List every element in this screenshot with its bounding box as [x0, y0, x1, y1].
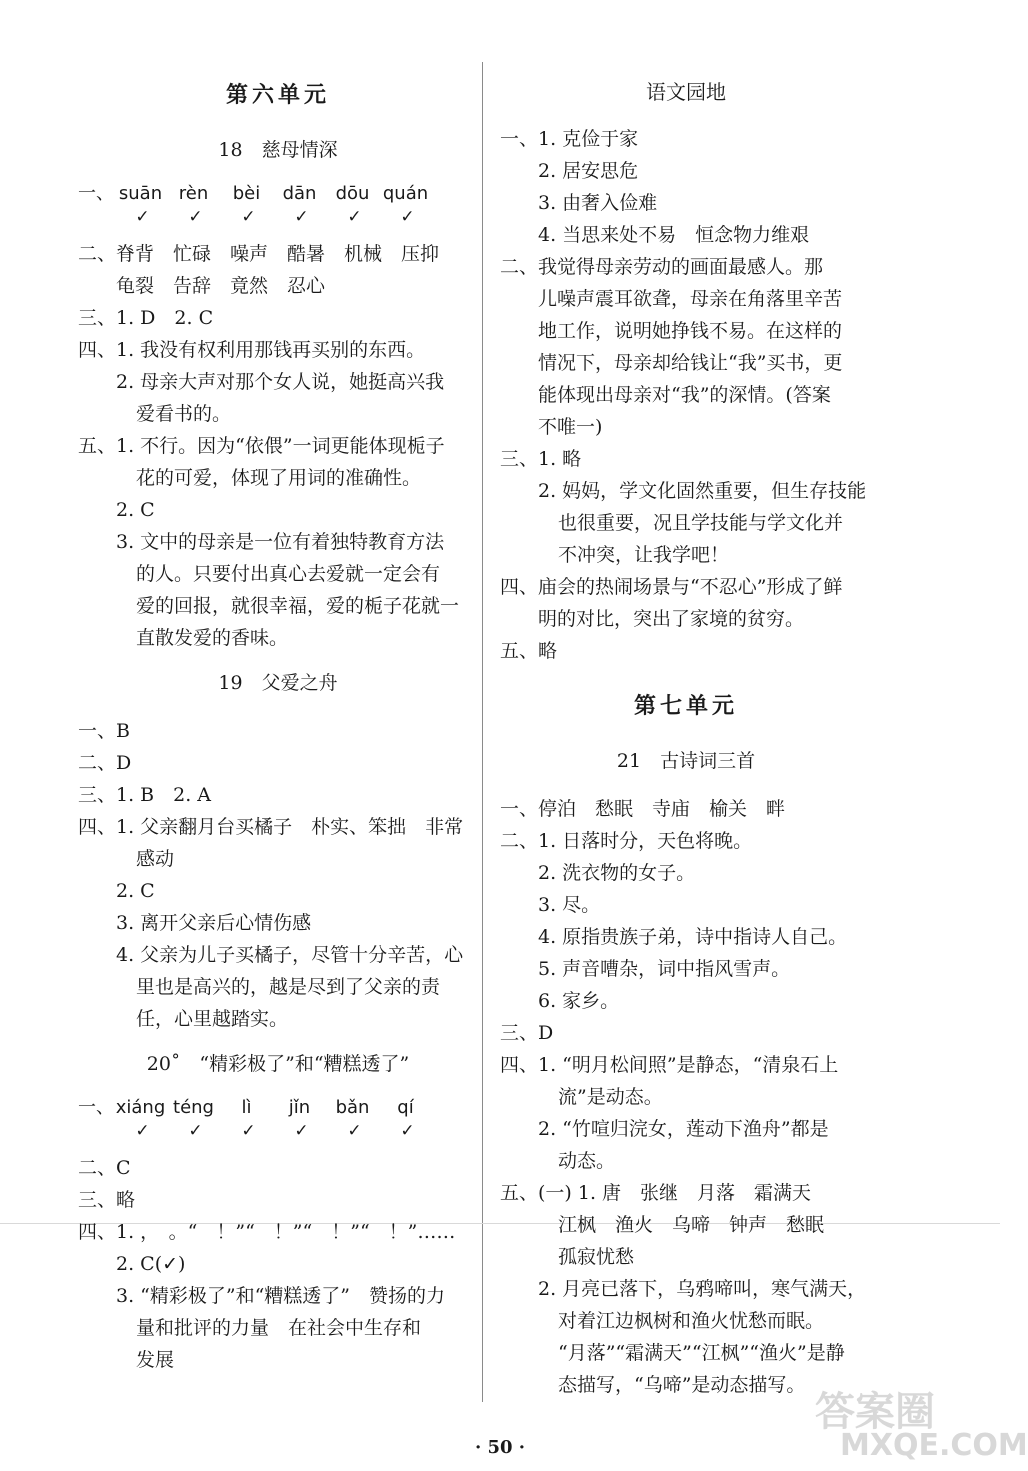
answer-line: 6. 家乡。	[538, 990, 620, 1012]
answer-line: 2. 月亮已落下，乌鸦啼叫，寒气满天，	[538, 1278, 867, 1300]
answer-line: 不冲突，让我学吧！	[558, 544, 730, 566]
answer-line: 龟裂 告辞 竟然 忍心	[116, 275, 326, 297]
answer-line: 江枫 渔火 乌啼 钟声 愁眠	[558, 1214, 825, 1236]
pinyin-item: lì	[241, 1097, 252, 1118]
check-mark: ✓	[241, 1121, 256, 1141]
check-mark: ✓	[135, 1121, 150, 1141]
answer-line: 四、1. ， 。“ ！”“ ！”“ ！”“ ！”……	[78, 1221, 456, 1243]
left-column	[78, 60, 478, 1376]
answer-line: 态描写，“乌啼”是动态描写。	[558, 1374, 806, 1396]
answer-line: 2. C	[116, 499, 155, 521]
check-mark: ✓	[188, 207, 203, 227]
question-label: 一、	[78, 183, 114, 204]
answer-line: 三、1. 略	[500, 448, 582, 470]
watermark-url: MXQE.COM	[840, 1428, 1028, 1463]
pinyin-item: quán	[382, 183, 429, 204]
pinyin-item: qí	[397, 1097, 414, 1118]
check-mark: ✓	[294, 207, 309, 227]
answer-line: 四、1. 父亲翻月台买橘子 朴实、笨拙 非常	[78, 816, 464, 838]
answer-line: 3. 文中的母亲是一位有着独特教育方法	[116, 531, 445, 553]
answer-line: 2. C(✓)	[116, 1253, 186, 1275]
question-label: 一、	[78, 1097, 114, 1118]
answer-line: 三、D	[500, 1022, 554, 1044]
answer-line: 花的可爱，体现了用词的准确性。	[136, 467, 422, 489]
check-mark: ✓	[135, 207, 150, 227]
answer-line: 爱看书的。	[136, 403, 232, 425]
pinyin-item: bèi	[232, 183, 261, 204]
answer-line: 直散发爱的香味。	[136, 627, 289, 649]
answer-line: 一、停泊 愁眠 寺庙 榆关 畔	[500, 798, 786, 820]
answer-line: 4. 父亲为儿子买橘子，尽管十分辛苦，心	[116, 944, 464, 966]
answer-line: 二、C	[78, 1157, 131, 1179]
answer-line: 4. 原指贵族子弟，诗中指诗人自己。	[538, 926, 848, 948]
check-mark: ✓	[188, 1121, 203, 1141]
answer-line: 里也是高兴的，越是尽到了父亲的责	[136, 976, 441, 998]
pinyin-item: jǐn	[288, 1097, 311, 1118]
pinyin-item: dōu	[335, 183, 370, 204]
lesson-21-title: 21 古诗词三首	[616, 750, 756, 772]
answer-line: 任，心里越踏实。	[136, 1008, 289, 1030]
answer-line: 4. 当思来处不易 恒念物力维艰	[538, 224, 810, 246]
answer-line: 五、(一) 1. 唐 张继 月落 霜满天	[500, 1182, 812, 1204]
answer-line: 2. “竹喧归浣女，莲动下渔舟”都是	[538, 1118, 829, 1140]
check-mark: ✓	[347, 1121, 362, 1141]
answer-line: 二、1. 日落时分，天色将晚。	[500, 830, 753, 852]
unit-seven-title: 第七单元	[633, 693, 738, 719]
answer-line: 三、1. B 2. A	[78, 784, 212, 806]
unit-six-title: 第六单元	[225, 82, 330, 108]
answer-line: 不唯一)	[538, 416, 603, 438]
check-mark: ✓	[294, 1121, 309, 1141]
answer-line: 3. 由奢入俭难	[538, 192, 658, 214]
pinyin-item: téng	[173, 1097, 214, 1118]
pinyin-item: dān	[282, 183, 317, 204]
answer-line: 孤寂忧愁	[558, 1246, 635, 1268]
answer-line: 五、略	[500, 640, 558, 662]
answer-line: 2. 母亲大声对那个女人说，她挺高兴我	[116, 371, 445, 393]
answer-line: 感动	[136, 848, 175, 870]
answer-line: 一、B	[78, 720, 130, 742]
answer-line: 2. C	[116, 880, 155, 902]
lesson-20-check-row	[116, 1120, 478, 1142]
answer-line: 2. 妈妈，学文化固然重要，但生存技能	[538, 480, 867, 502]
answer-line: 3. 尽。	[538, 894, 601, 916]
answer-line: “月落”“霜满天”“江枫”“渔火”是静	[558, 1342, 845, 1364]
answer-line: 二、脊背 忙碌 噪声 酷暑 机械 压抑	[78, 243, 440, 265]
check-mark: ✓	[347, 207, 362, 227]
answer-line: 地工作，说明她挣钱不易。在这样的	[538, 320, 843, 342]
answer-line: 四、庙会的热闹场景与“不忍心”形成了鲜	[500, 576, 843, 598]
right-column	[500, 60, 872, 1401]
check-mark: ✓	[241, 207, 256, 227]
lesson-18-title: 18 慈母情深	[218, 139, 338, 161]
lesson-18-pinyin-row	[78, 182, 478, 206]
answer-line: 三、略	[78, 1189, 136, 1211]
answer-line: 2. 洗衣物的女子。	[538, 862, 696, 884]
pinyin-item: rèn	[178, 183, 209, 204]
answer-line: 5. 声音嘈杂，词中指风雪声。	[538, 958, 791, 980]
answer-line: 一、1. 克俭于家	[500, 128, 639, 150]
answer-line: 的人。只要付出真心去爱就一定会有	[136, 563, 441, 585]
pinyin-item: suān	[118, 183, 163, 204]
answer-line: 3. 离开父亲后心情伤感	[116, 912, 312, 934]
answer-line: 量和批评的力量 在社会中生存和	[136, 1317, 422, 1339]
page-number: · 50 ·	[474, 1437, 526, 1458]
column-divider	[482, 62, 483, 1402]
lesson-18-check-row	[116, 206, 478, 228]
pinyin-item: xiáng	[115, 1097, 166, 1118]
answer-line: 儿噪声震耳欲聋，母亲在角落里辛苦	[538, 288, 843, 310]
watermark-logo: 答案圈	[815, 1389, 935, 1435]
lesson-20-title: 20˚ “精彩极了”和“糟糕透了”	[146, 1053, 410, 1075]
answer-line: 爱的回报，就很幸福，爱的栀子花就一	[136, 595, 460, 617]
answer-line: 四、1. 我没有权利用那钱再买别的东西。	[78, 339, 426, 361]
answer-line: 流”是动态。	[558, 1086, 663, 1108]
answer-line: 二、D	[78, 752, 132, 774]
answer-line: 2. 居安思危	[538, 160, 639, 182]
answer-line: 情况下，母亲却给钱让“我”买书，更	[538, 352, 843, 374]
answer-line: 能体现出母亲对“我”的深情。(答案	[538, 384, 831, 406]
answer-line: 发展	[136, 1349, 175, 1371]
answer-line: 四、1. “明月松间照”是静态，“清泉石上	[500, 1054, 839, 1076]
answer-line: 五、1. 不行。因为“依偎”一词更能体现栀子	[78, 435, 445, 457]
check-mark: ✓	[400, 207, 415, 227]
pinyin-item: bǎn	[335, 1097, 370, 1118]
answer-line: 三、1. D 2. C	[78, 307, 214, 329]
answer-line: 也很重要，况且学技能与学文化并	[558, 512, 844, 534]
answer-line: 明的对比，突出了家境的贫穷。	[538, 608, 805, 630]
answer-line: 3. “精彩极了”和“糟糕透了” 赞扬的力	[116, 1285, 446, 1307]
garden-title: 语文园地	[646, 80, 726, 104]
check-mark: ✓	[400, 1121, 415, 1141]
answer-line: 对着江边枫树和渔火忧愁而眠。	[558, 1310, 825, 1332]
answer-line: 动态。	[558, 1150, 616, 1172]
lesson-19-title: 19 父爱之舟	[218, 672, 338, 694]
lesson-20-pinyin-row	[78, 1096, 478, 1120]
answer-line: 二、我觉得母亲劳动的画面最感人。那	[500, 256, 824, 278]
